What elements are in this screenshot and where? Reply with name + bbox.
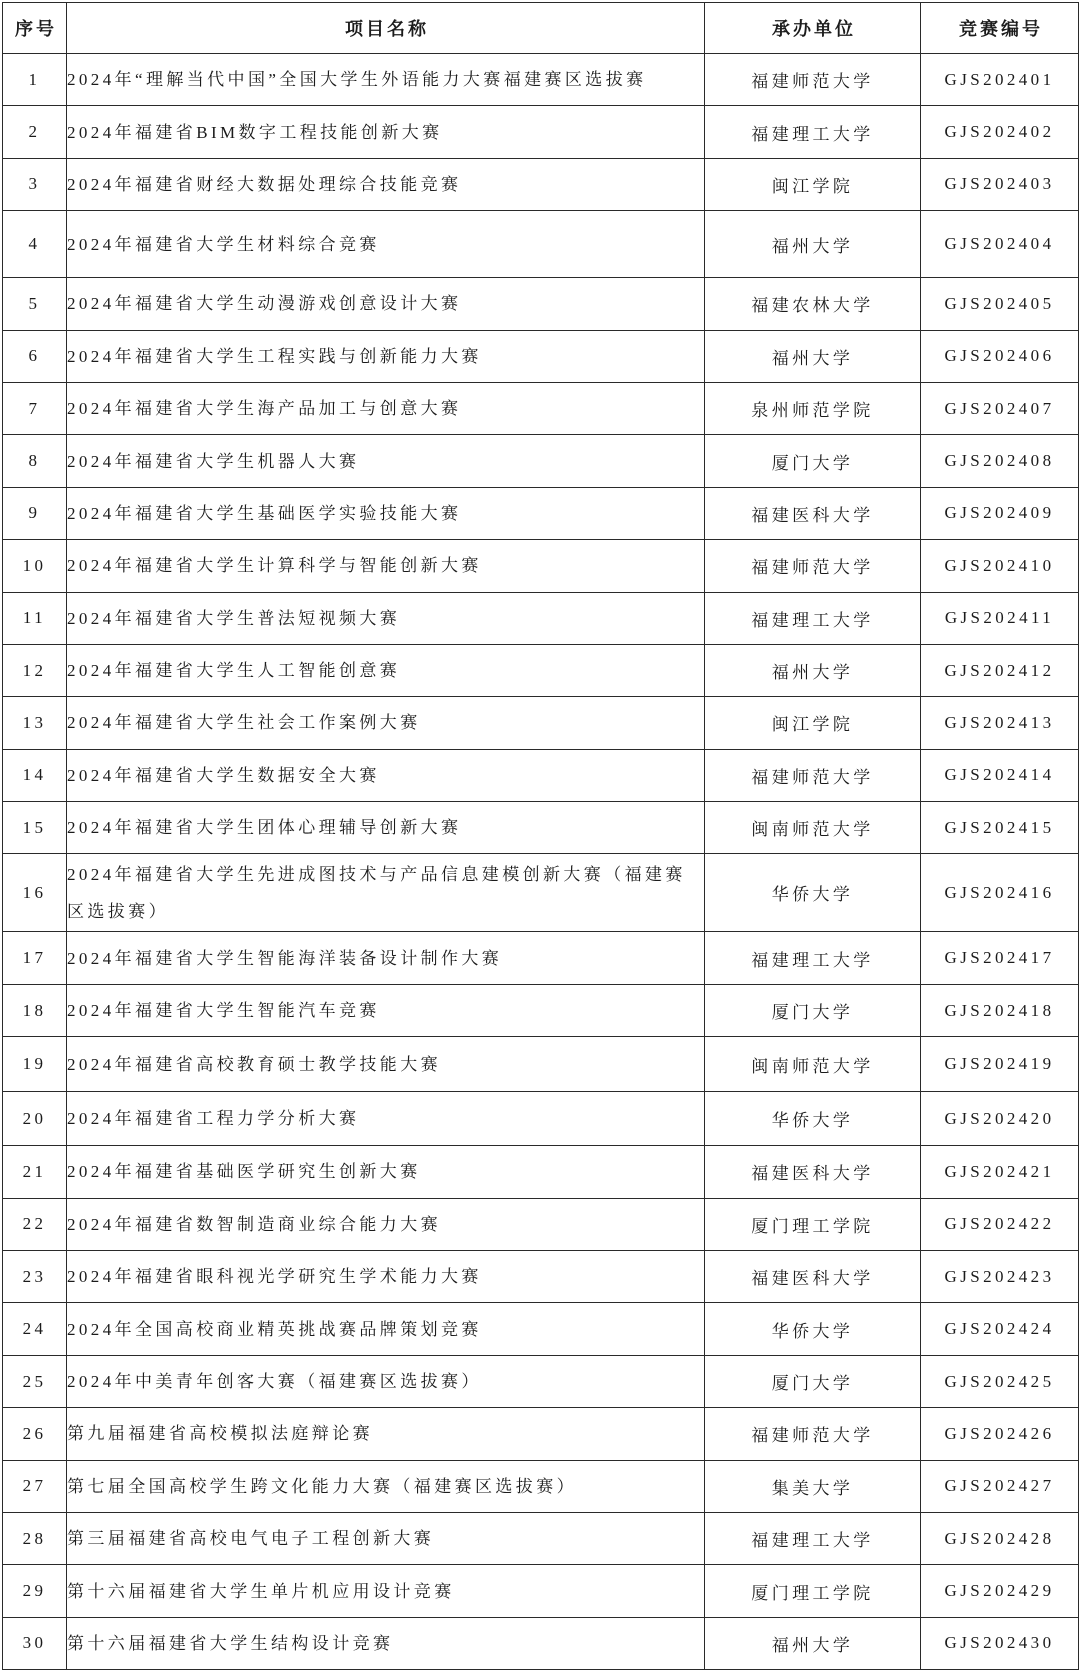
row-index-cell: 21 [3,1146,67,1198]
host-unit-cell: 厦门大学 [705,435,921,487]
project-name-cell: 第三届福建省高校电气电子工程创新大赛 [67,1512,705,1564]
project-name-cell: 2024年福建省大学生普法短视频大赛 [67,592,705,644]
host-unit-cell: 福建师范大学 [705,54,921,106]
table-row [3,802,1079,854]
host-unit-cell: 厦门理工学院 [705,1565,921,1617]
competition-code-cell: GJS202423 [921,1251,1079,1303]
host-unit-cell: 福州大学 [705,211,921,278]
competition-code-cell: GJS202426 [921,1408,1079,1460]
row-index-cell: 8 [3,435,67,487]
table-row [3,1198,1079,1250]
table-row [3,1355,1079,1407]
table-row [3,1303,1079,1355]
competition-code-cell: GJS202422 [921,1198,1079,1250]
project-name-cell: 2024年福建省高校教育硕士教学技能大赛 [67,1037,705,1092]
project-name-cell: 2024年福建省大学生社会工作案例大赛 [67,697,705,749]
project-name-cell: 2024年“理解当代中国”全国大学生外语能力大赛福建赛区选拔赛 [67,54,705,106]
host-unit-cell: 福建医科大学 [705,1251,921,1303]
table-row [3,330,1079,382]
competition-code-cell: GJS202425 [921,1355,1079,1407]
row-index-cell: 4 [3,211,67,278]
project-name-cell: 第九届福建省高校模拟法庭辩论赛 [67,1408,705,1460]
row-index-cell: 6 [3,330,67,382]
project-name-cell: 2024年福建省大学生材料综合竞赛 [67,211,705,278]
host-unit-cell: 福州大学 [705,1617,921,1669]
competition-code-cell: GJS202421 [921,1146,1079,1198]
row-index-cell: 28 [3,1512,67,1564]
row-index-cell: 24 [3,1303,67,1355]
project-name-cell: 2024年福建省大学生计算科学与智能创新大赛 [67,540,705,592]
host-unit-cell: 厦门大学 [705,984,921,1036]
competition-code-cell: GJS202417 [921,932,1079,984]
competition-code-cell: GJS202420 [921,1092,1079,1146]
competition-code-cell: GJS202403 [921,158,1079,210]
host-unit-cell: 闽南师范大学 [705,802,921,854]
table-row [3,540,1079,592]
row-index-cell: 22 [3,1198,67,1250]
row-index-cell: 12 [3,644,67,696]
project-name-cell: 2024年福建省大学生智能汽车竞赛 [67,984,705,1036]
host-unit-cell: 泉州师范学院 [705,382,921,434]
table-row [3,749,1079,801]
host-unit-cell: 闽江学院 [705,158,921,210]
table-row [3,54,1079,106]
header-project-name: 项目名称 [67,3,705,54]
project-name-cell: 2024年福建省财经大数据处理综合技能竞赛 [67,158,705,210]
row-index-cell: 23 [3,1251,67,1303]
competition-code-cell: GJS202414 [921,749,1079,801]
project-name-cell: 2024年中美青年创客大赛（福建赛区选拔赛） [67,1355,705,1407]
host-unit-cell: 福州大学 [705,644,921,696]
competition-code-cell: GJS202427 [921,1460,1079,1512]
table-row [3,1146,1079,1198]
project-name-cell: 2024年福建省大学生智能海洋装备设计制作大赛 [67,932,705,984]
project-name-cell: 2024年福建省大学生先进成图技术与产品信息建模创新大赛（福建赛区选拔赛） [67,854,705,932]
table-row [3,984,1079,1036]
row-index-cell: 15 [3,802,67,854]
competition-code-cell: GJS202418 [921,984,1079,1036]
table-row [3,1565,1079,1617]
competition-code-cell: GJS202419 [921,1037,1079,1092]
table-row [3,644,1079,696]
row-index-cell: 5 [3,278,67,330]
host-unit-cell: 福建医科大学 [705,1146,921,1198]
table-row [3,487,1079,539]
table-row [3,382,1079,434]
host-unit-cell: 华侨大学 [705,1092,921,1146]
project-name-cell: 2024年福建省大学生动漫游戏创意设计大赛 [67,278,705,330]
project-name-cell: 第十六届福建省大学生结构设计竞赛 [67,1617,705,1669]
row-index-cell: 7 [3,382,67,434]
table-row [3,1460,1079,1512]
project-name-cell: 2024年福建省基础医学研究生创新大赛 [67,1146,705,1198]
table-row [3,1512,1079,1564]
host-unit-cell: 闽南师范大学 [705,1037,921,1092]
host-unit-cell: 福建师范大学 [705,540,921,592]
row-index-cell: 2 [3,106,67,158]
table-row [3,1251,1079,1303]
competition-code-cell: GJS202401 [921,54,1079,106]
table-row [3,854,1079,932]
row-index-cell: 26 [3,1408,67,1460]
table-row [3,932,1079,984]
host-unit-cell: 福州大学 [705,330,921,382]
competition-code-cell: GJS202402 [921,106,1079,158]
row-index-cell: 1 [3,54,67,106]
competition-code-cell: GJS202430 [921,1617,1079,1669]
row-index-cell: 20 [3,1092,67,1146]
row-index-cell: 30 [3,1617,67,1669]
competition-code-cell: GJS202406 [921,330,1079,382]
project-name-cell: 2024年福建省大学生数据安全大赛 [67,749,705,801]
host-unit-cell: 福建师范大学 [705,1408,921,1460]
competition-code-cell: GJS202428 [921,1512,1079,1564]
row-index-cell: 16 [3,854,67,932]
table-row [3,592,1079,644]
table-row [3,158,1079,210]
header-competition-code: 竞赛编号 [921,3,1079,54]
competition-code-cell: GJS202405 [921,278,1079,330]
project-name-cell: 2024年福建省大学生团体心理辅导创新大赛 [67,802,705,854]
project-name-cell: 2024年福建省大学生机器人大赛 [67,435,705,487]
project-name-cell: 2024年福建省工程力学分析大赛 [67,1092,705,1146]
header-host-unit: 承办单位 [705,3,921,54]
header-row [3,3,1079,54]
row-index-cell: 13 [3,697,67,749]
competition-code-cell: GJS202408 [921,435,1079,487]
host-unit-cell: 华侨大学 [705,1303,921,1355]
table-row [3,435,1079,487]
row-index-cell: 14 [3,749,67,801]
table-row [3,278,1079,330]
row-index-cell: 17 [3,932,67,984]
table-row [3,211,1079,278]
table-row [3,697,1079,749]
table-row [3,1617,1079,1669]
table-row [3,1037,1079,1092]
project-name-cell: 2024年福建省大学生工程实践与创新能力大赛 [67,330,705,382]
table-row [3,1408,1079,1460]
competition-table [2,2,1079,1670]
header-index: 序号 [3,3,67,54]
project-name-cell: 2024年福建省眼科视光学研究生学术能力大赛 [67,1251,705,1303]
project-name-cell: 2024年福建省BIM数字工程技能创新大赛 [67,106,705,158]
host-unit-cell: 福建理工大学 [705,592,921,644]
host-unit-cell: 福建理工大学 [705,1512,921,1564]
competition-code-cell: GJS202407 [921,382,1079,434]
host-unit-cell: 厦门大学 [705,1355,921,1407]
row-index-cell: 11 [3,592,67,644]
host-unit-cell: 福建医科大学 [705,487,921,539]
competition-code-cell: GJS202413 [921,697,1079,749]
host-unit-cell: 集美大学 [705,1460,921,1512]
competition-code-cell: GJS202429 [921,1565,1079,1617]
host-unit-cell: 华侨大学 [705,854,921,932]
host-unit-cell: 福建理工大学 [705,932,921,984]
competition-code-cell: GJS202415 [921,802,1079,854]
project-name-cell: 2024年福建省数智制造商业综合能力大赛 [67,1198,705,1250]
row-index-cell: 10 [3,540,67,592]
project-name-cell: 2024年全国高校商业精英挑战赛品牌策划竞赛 [67,1303,705,1355]
project-name-cell: 第十六届福建省大学生单片机应用设计竞赛 [67,1565,705,1617]
project-name-cell: 第七届全国高校学生跨文化能力大赛（福建赛区选拔赛） [67,1460,705,1512]
competition-code-cell: GJS202412 [921,644,1079,696]
row-index-cell: 27 [3,1460,67,1512]
row-index-cell: 19 [3,1037,67,1092]
competition-code-cell: GJS202424 [921,1303,1079,1355]
row-index-cell: 18 [3,984,67,1036]
row-index-cell: 3 [3,158,67,210]
project-name-cell: 2024年福建省大学生基础医学实验技能大赛 [67,487,705,539]
row-index-cell: 9 [3,487,67,539]
competition-code-cell: GJS202410 [921,540,1079,592]
project-name-cell: 2024年福建省大学生海产品加工与创意大赛 [67,382,705,434]
competition-code-cell: GJS202411 [921,592,1079,644]
host-unit-cell: 福建理工大学 [705,106,921,158]
host-unit-cell: 闽江学院 [705,697,921,749]
project-name-cell: 2024年福建省大学生人工智能创意赛 [67,644,705,696]
competition-code-cell: GJS202409 [921,487,1079,539]
host-unit-cell: 福建师范大学 [705,749,921,801]
row-index-cell: 29 [3,1565,67,1617]
competition-code-cell: GJS202416 [921,854,1079,932]
row-index-cell: 25 [3,1355,67,1407]
competition-code-cell: GJS202404 [921,211,1079,278]
host-unit-cell: 福建农林大学 [705,278,921,330]
table-row [3,106,1079,158]
table-row [3,1092,1079,1146]
host-unit-cell: 厦门理工学院 [705,1198,921,1250]
